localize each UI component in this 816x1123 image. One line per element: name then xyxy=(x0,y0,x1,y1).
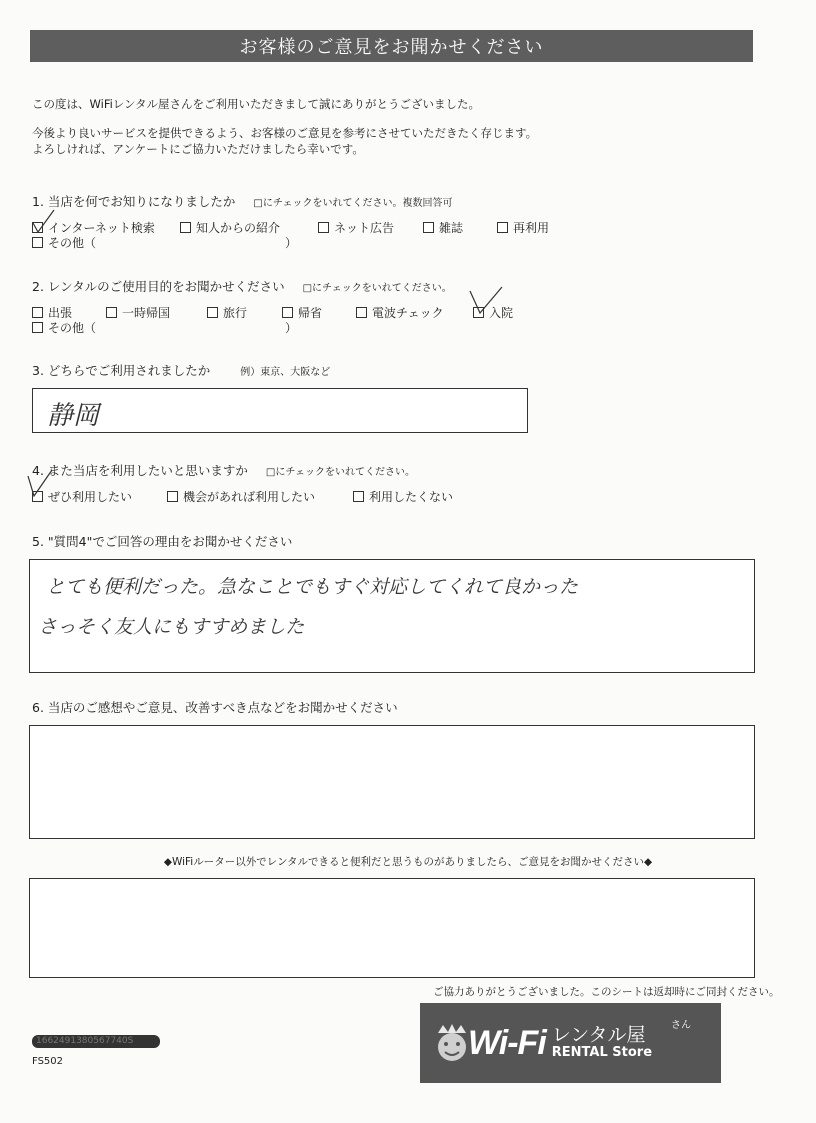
checkbox[interactable] xyxy=(167,491,178,502)
logo-wifi-text: Wi-Fi xyxy=(468,1023,546,1062)
option-label: ぜひ利用したい xyxy=(48,490,133,504)
q2-note: □にチェックをいれてください。 xyxy=(302,283,452,294)
q2-other-close: ） xyxy=(285,321,298,335)
page-title: お客様のご意見をお聞かせください xyxy=(30,30,753,62)
checkbox[interactable] xyxy=(32,322,43,333)
checkbox[interactable] xyxy=(282,307,293,318)
checkbox[interactable] xyxy=(180,222,191,233)
logo-right xyxy=(552,1025,652,1060)
option-label: 入院 xyxy=(489,306,514,320)
option-label: 電波チェック xyxy=(372,306,444,320)
wifi-rental-logo xyxy=(420,1003,721,1083)
q5-label: 5. "質問4"でご回答の理由をお聞かせください xyxy=(32,534,293,549)
intro-line-3: よろしければ、アンケートにご協力いただけましたら幸いです。 xyxy=(32,142,364,156)
q1-label-text: 1. 当店を何でお知りになりましたか xyxy=(32,194,236,209)
q3-label xyxy=(32,361,330,379)
checkbox[interactable] xyxy=(497,222,508,233)
q1-option-ad[interactable] xyxy=(318,219,394,236)
intro-line-2: 今後より良いサービスを提供できるよう、お客様のご意見を参考にさせていただきたく存じます。 xyxy=(32,126,538,140)
logo-jp-text: レンタル屋 xyxy=(551,1024,646,1047)
q1-option-referral[interactable] xyxy=(180,219,280,236)
option-label: 旅行 xyxy=(223,306,248,320)
q6-label: 6. 当店のご感想やご意見、改善すべき点などをお聞かせください xyxy=(32,700,398,715)
q4-option-maybe[interactable] xyxy=(167,488,315,505)
option-label: 一時帰国 xyxy=(122,306,171,320)
q4-option-no[interactable] xyxy=(353,488,453,505)
footer-thanks: ご協力ありがとうございました。このシートは返却時にご同封ください。 xyxy=(433,986,780,998)
logo-san-text: さん xyxy=(671,1020,691,1031)
q1-other-close: ） xyxy=(285,236,298,250)
form-code: FS502 xyxy=(32,1056,64,1067)
q1-option-magazine[interactable] xyxy=(423,219,463,236)
q2-label-text: 2. レンタルのご使用目的をお聞かせください xyxy=(32,279,285,294)
option-label: 機会があれば利用したい xyxy=(183,490,316,504)
redacted-barcode: 1662491380567740S xyxy=(32,1035,160,1048)
option-label: 知人からの紹介 xyxy=(196,221,281,235)
q1-note: □にチェックをいれてください。複数回答可 xyxy=(253,198,453,209)
q4-label-text: 4. また当店を利用したいと思いますか xyxy=(32,463,248,478)
option-label: 再利用 xyxy=(513,221,550,235)
option-label: その他（ xyxy=(48,321,97,335)
option-label: 利用したくない xyxy=(369,490,454,504)
q2-option-signal-check[interactable] xyxy=(356,304,444,321)
q1-label xyxy=(32,192,453,210)
q2-option-return[interactable] xyxy=(106,304,170,321)
option-label: ネット広告 xyxy=(334,221,395,235)
option-label: 出張 xyxy=(48,306,73,320)
q2-label xyxy=(32,277,452,295)
q3-handwritten-answer: 静岡 xyxy=(47,401,100,431)
q3-label-text: 3. どちらでご利用されましたか xyxy=(32,363,211,378)
option-label: インターネット検索 xyxy=(48,221,155,235)
checkbox[interactable] xyxy=(32,307,43,318)
checkbox[interactable] xyxy=(106,307,117,318)
q4-note: □にチェックをいれてください。 xyxy=(265,467,416,478)
mascot-icon xyxy=(432,1023,472,1063)
logo-en-text: RENTAL Store xyxy=(551,1045,653,1061)
q1-option-reuse[interactable] xyxy=(497,219,549,236)
option-label: 雑誌 xyxy=(439,221,464,235)
option-label: その他（ xyxy=(48,236,97,250)
q5-handwritten-line-1: とても便利だった。急なことでもすぐ対応してくれて良かった xyxy=(46,576,579,598)
q6-answer-box[interactable] xyxy=(29,725,755,839)
q7-label: ◆WiFiルーター以外でレンタルできると便利だと思うものがありましたら、ご意見をお聞かせください◆ xyxy=(163,856,653,868)
q1-option-other[interactable] xyxy=(32,234,96,251)
q4-check-mark xyxy=(24,466,56,500)
q5-handwritten-line-2: さっそく友人にもすすめました xyxy=(38,616,305,638)
q5-answer-box[interactable] xyxy=(29,559,755,673)
option-label: 帰省 xyxy=(298,306,323,320)
checkbox[interactable] xyxy=(318,222,329,233)
q2-check-mark xyxy=(466,285,506,321)
q2-option-other[interactable] xyxy=(32,319,96,336)
q1-check-mark xyxy=(30,208,58,236)
intro-line-1: この度は、WiFiレンタル屋さんをご利用いただきまして誠にありがとうございました。 xyxy=(32,97,481,111)
q3-note: 例）東京、大阪など xyxy=(240,367,331,378)
q4-label xyxy=(32,461,415,479)
checkbox[interactable] xyxy=(356,307,367,318)
checkbox[interactable] xyxy=(423,222,434,233)
checkbox[interactable] xyxy=(32,237,43,248)
checkbox[interactable] xyxy=(207,307,218,318)
checkbox[interactable] xyxy=(353,491,364,502)
q2-option-travel[interactable] xyxy=(207,304,247,321)
q3-answer-box[interactable] xyxy=(32,388,528,433)
q7-answer-box[interactable] xyxy=(29,878,755,978)
